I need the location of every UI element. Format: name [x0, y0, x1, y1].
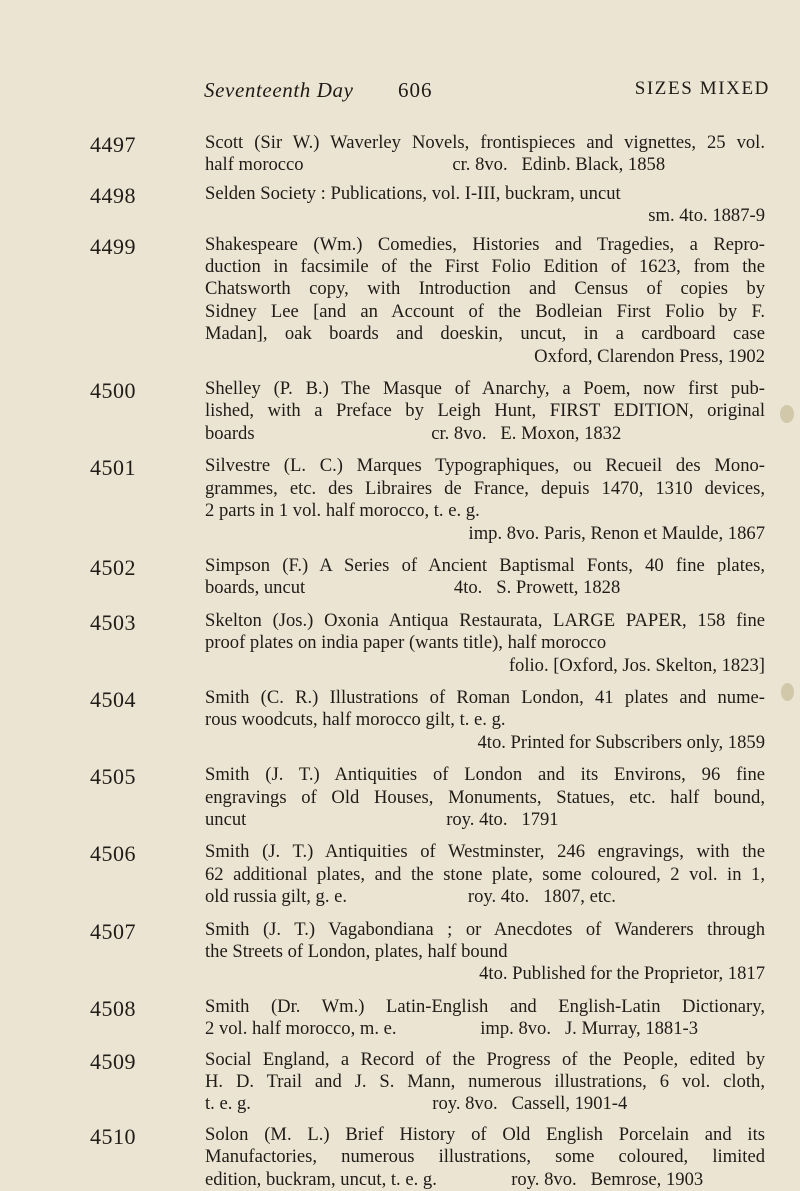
entry-line: Smith (J. T.) Vagabondiana ; or Anecdotes of Wanderers through: [205, 918, 765, 940]
entry-line: 4to. Printed for Subscribers only, 1859: [477, 731, 765, 753]
entry-line: Oxford, Clarendon Press, 1902: [534, 345, 765, 367]
entry-description: [205, 996, 765, 1041]
entry-line: 62 additional plates, and the stone plate, some coloured, 2 vol. in 1,: [205, 863, 765, 885]
entry-description: [205, 183, 765, 228]
paper-mark: [781, 683, 794, 701]
entry-line: half morocco cr. 8vo. Edinb. Black, 1858: [205, 154, 666, 176]
entry-line: old russia gilt, g. e. roy. 4to. 1807, etc.: [205, 886, 616, 908]
catalogue-entry: [0, 1049, 800, 1116]
entry-line: uncut roy. 4to. 1791: [205, 808, 559, 830]
catalogue-entry: [0, 610, 800, 677]
entry-line: 2 vol. half morocco, m. e. imp. 8vo. J. Murray, 1881-3: [205, 1018, 699, 1040]
entry-line: Madan], oak boards and doeskin, uncut, in a cardboard case: [205, 323, 765, 345]
entry-line: 2 parts in 1 vol. half morocco, t. e. g.: [205, 500, 480, 522]
catalogue-entry: [0, 234, 800, 368]
entry-line: boards cr. 8vo. E. Moxon, 1832: [205, 422, 622, 444]
entry-line: engravings of Old Houses, Monuments, Statues, etc. half bound,: [205, 786, 765, 808]
page-header: [0, 78, 800, 108]
lot-number: 4508: [90, 995, 136, 1021]
catalogue-entry: [0, 555, 800, 600]
catalogue-entry: [0, 996, 800, 1041]
page-number: 606: [398, 78, 433, 102]
entry-description: [205, 455, 765, 545]
catalogue-entry: [0, 132, 800, 177]
lot-number: 4503: [90, 609, 136, 635]
entry-line: Smith (J. T.) Antiquities of Westminster, 246 engravings, with the: [205, 841, 765, 863]
entry-description: [205, 555, 765, 600]
entry-line: Silvestre (L. C.) Marques Typographiques, ou Recueil des Mono-: [205, 455, 765, 477]
paper-mark: [780, 405, 794, 423]
entry-line: Skelton (Jos.) Oxonia Antiqua Restaurata, LARGE PAPER, 158 fine: [205, 609, 765, 631]
lot-number: 4506: [90, 841, 136, 867]
running-head-right: SIZES MIXED: [634, 78, 770, 99]
lot-number: 4499: [90, 233, 136, 259]
entry-line: Smith (C. R.) Illustrations of Roman London, 41 plates and nume-: [205, 686, 765, 708]
lot-number: 4505: [90, 764, 136, 790]
entry-line: the Streets of London, plates, half bound: [205, 941, 508, 962]
entry-description: [205, 378, 765, 445]
entry-line: lished, with a Preface by Leigh Hunt, FIRST EDITION, original: [205, 400, 765, 422]
entry-line: Solon (M. L.) Brief History of Old English Porcelain and its: [205, 1123, 765, 1145]
running-head-left: Seventeenth Day: [204, 78, 354, 102]
entry-line: sm. 4to. 1887-9: [648, 205, 765, 227]
lot-number: 4498: [90, 182, 136, 208]
entry-line: Sidney Lee [and an Account of the Bodleian First Folio by F.: [205, 300, 765, 322]
catalogue-entry: [0, 687, 800, 754]
entry-line: Chatsworth copy, with Introduction and Census of copies by: [205, 278, 765, 300]
entry-line: t. e. g. roy. 8vo. Cassell, 1901-4: [205, 1093, 628, 1115]
entry-line: rous woodcuts, half morocco gilt, t. e. g.: [205, 709, 506, 731]
catalogue-entries: [0, 124, 800, 1191]
entry-description: [205, 687, 765, 754]
catalogue-entry: [0, 455, 800, 545]
entry-line: proof plates on india paper (wants title), half morocco: [205, 632, 607, 654]
entry-line: grammes, etc. des Libraires de France, depuis 1470, 1310 devices,: [205, 477, 765, 499]
lot-number: 4502: [90, 554, 136, 580]
catalogue-entry: [0, 841, 800, 908]
catalogue-entry: [0, 378, 800, 445]
entry-line: Manufactories, numerous illustrations, some coloured, limited: [205, 1146, 765, 1168]
entry-line: H. D. Trail and J. S. Mann, numerous illustrations, 6 vol. cloth,: [205, 1071, 765, 1093]
entry-line: Shakespeare (Wm.) Comedies, Histories and Tragedies, a Repro-: [205, 233, 765, 255]
entry-line: imp. 8vo. Paris, Renon et Maulde, 1867: [468, 522, 765, 544]
entry-line: Shelley (P. B.) The Masque of Anarchy, a Poem, now first pub-: [205, 378, 765, 400]
entry-line: Smith (J. T.) Antiquities of London and its Environs, 96 fine: [205, 764, 765, 786]
entry-description: [205, 610, 765, 677]
lot-number: 4510: [90, 1123, 136, 1149]
lot-number: 4509: [90, 1048, 136, 1074]
entry-line: duction in facsimile of the First Folio Edition of 1623, from the: [205, 256, 765, 278]
lot-number: 4507: [90, 918, 136, 944]
entry-line: Scott (Sir W.) Waverley Novels, frontispieces and vignettes, 25 vol.: [205, 132, 765, 153]
entry-description: [205, 764, 765, 831]
entry-line: Smith (Dr. Wm.) Latin-English and English-Latin Dictionary,: [205, 995, 765, 1017]
catalogue-entry: [0, 183, 800, 228]
entry-description: [205, 1124, 765, 1191]
entry-line: Social England, a Record of the Progress of the People, edited by: [205, 1048, 765, 1070]
entry-description: [205, 132, 765, 177]
lot-number: 4504: [90, 686, 136, 712]
entry-line: folio. [Oxford, Jos. Skelton, 1823]: [508, 654, 765, 676]
entry-description: [205, 841, 765, 908]
entry-line: edition, buckram, uncut, t. e. g. roy. 8vo. Bemrose, 1903: [205, 1168, 704, 1190]
entry-description: [205, 1049, 765, 1116]
catalogue-entry: [0, 764, 800, 831]
entry-line: boards, uncut 4to. S. Prowett, 1828: [205, 577, 621, 599]
entry-line: Selden Society : Publications, vol. I-III, buckram, uncut: [205, 182, 621, 204]
catalogue-entry: [0, 919, 800, 986]
entry-line: Simpson (F.) A Series of Ancient Baptismal Fonts, 40 fine plates,: [205, 554, 765, 576]
entry-line: 4to. Published for the Proprietor, 1817: [479, 963, 765, 985]
catalogue-entry: [0, 1124, 800, 1191]
lot-number: 4501: [90, 455, 136, 481]
lot-number: 4497: [90, 132, 136, 157]
entry-description: [205, 919, 765, 986]
entry-description: [205, 234, 765, 368]
lot-number: 4500: [90, 378, 136, 404]
